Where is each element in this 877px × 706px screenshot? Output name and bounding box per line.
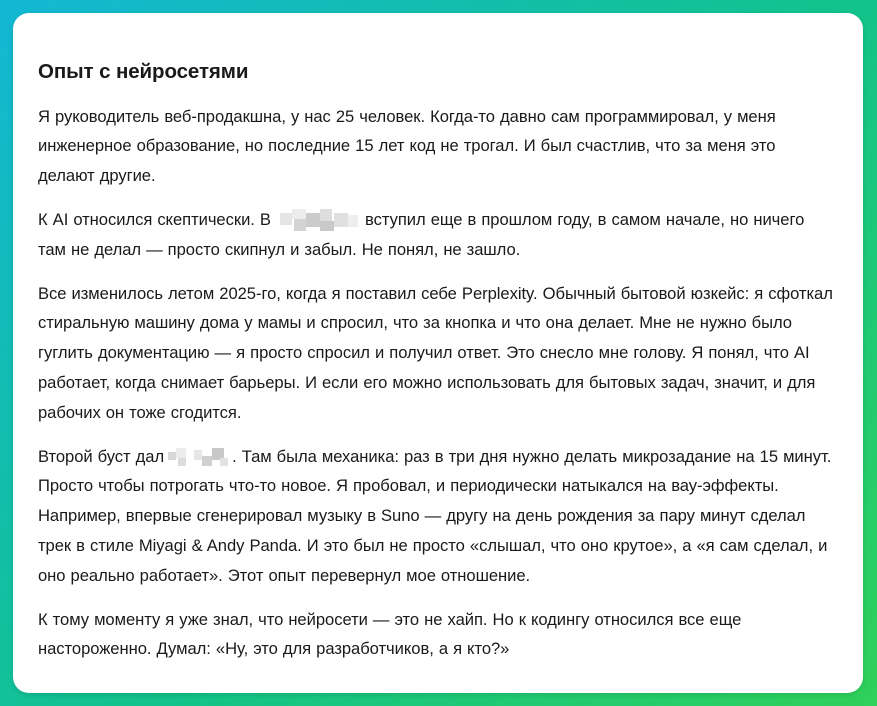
paragraph-2-start: К AI относился скептически. В (38, 210, 276, 230)
post-title: Опыт с нейросетями (38, 60, 249, 83)
paragraph-5: К тому моменту я уже знал, что нейросети — это не хайп. Но к кодингу относился все еще настороженно. Думал: «Ну, это для разработчиков, а я кто?» (38, 609, 742, 659)
paragraph-3: Все изменилось летом 2025-го, когда я поставил себе Perplexity. Обычный бытовой юзкейс: я сфоткал стиральную машину дома у мамы и спросил, что за кнопка и что она делает. Мне не нужно было гуглить документацию — я просто спросил и получил ответ. Это снесло мне голову. Я понял, что AI работает, когда снимает барьеры. И если его можно использовать для бытовых задач, значит, и для рабочих он тоже сгодится. (38, 283, 833, 422)
paragraph-2-end: вступил еще в прошлом году, в самом начале, но ничего там не делал — просто скипнул и забыл. Не понял, не зашло. (38, 210, 805, 259)
redacted-community-name (276, 209, 360, 231)
paragraph-4-start: Второй буст дал (38, 446, 165, 466)
post-card (13, 13, 863, 693)
paragraph-4 (38, 442, 837, 591)
paragraph-4-end: . Там была механика: раз в три дня нужно делать микрозадание на 15 минут. Просто чтобы потрогать что-то новое. Я пробовал, и периодически натыкался на вау-эффекты. Например, впервые сгенерировал музыку в Suno — другу на день рождения за пару минут сделал трек в стиле Miyagi & Andy Panda. И это был не просто «слышал, что оно крутое», а «я сам сделал, и оно реально работает». Этот опыт перевернул мое отношение. (38, 446, 832, 585)
paragraph-2 (38, 205, 837, 265)
redacted-course-name (164, 446, 232, 468)
paragraph-1: Я руководитель веб-продакшна, у нас 25 человек. Когда-то давно сам программировал, у меня инженерное образование, но последние 15 лет код не трогал. И был счастлив, что за меня это делают другие. (38, 106, 776, 186)
